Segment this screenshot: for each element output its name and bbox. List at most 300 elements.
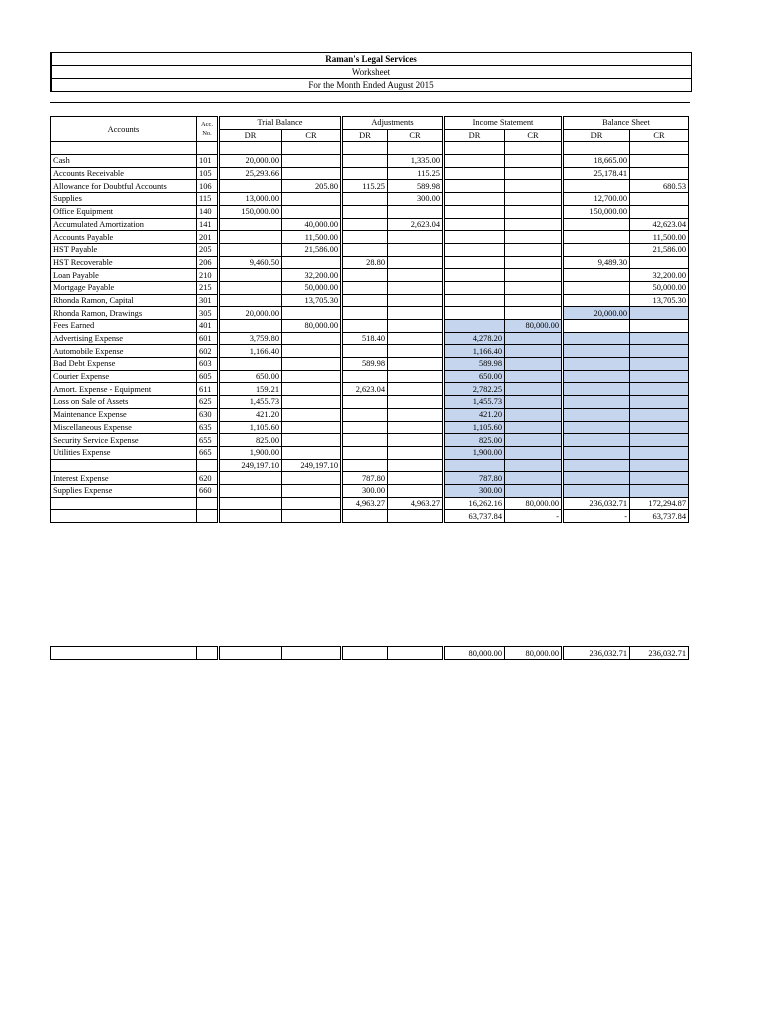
cell-adj-cr	[388, 345, 444, 358]
adjustments-header: Adjustments	[342, 117, 444, 130]
cell-tb-dr	[219, 484, 282, 497]
cell-bs-cr	[630, 332, 689, 345]
cell-is-cr	[505, 205, 563, 218]
cell-adj-dr	[342, 205, 388, 218]
cell-tb-dr	[219, 358, 282, 371]
cell-bs-dr	[563, 421, 630, 434]
cell-adj-dr	[342, 193, 388, 206]
cell-bs-dr: 236,032.71	[563, 497, 630, 510]
is-dr-header: DR	[444, 129, 505, 142]
cell-no: 101	[197, 155, 219, 168]
table-row	[51, 383, 689, 396]
tb-dr-header: DR	[219, 129, 282, 142]
cell-adj-dr	[342, 434, 388, 447]
table-row	[51, 345, 689, 358]
cell-adj-cr: 115.25	[388, 167, 444, 180]
cell-is-dr	[444, 320, 505, 333]
cell-no: 210	[197, 269, 219, 282]
cell-tb-dr: 421.20	[219, 408, 282, 421]
cell-bs-dr	[563, 434, 630, 447]
cell-tb-cr	[282, 472, 342, 485]
cell-tb-cr: 80,000.00	[282, 320, 342, 333]
cell-adj-dr	[342, 155, 388, 168]
cell-is-dr: 825.00	[444, 434, 505, 447]
cell-bs-dr: 20,000.00	[563, 307, 630, 320]
cell-name: Cash	[51, 155, 197, 168]
cell-is-cr	[505, 256, 563, 269]
table-row	[51, 294, 689, 307]
cell-adj-dr	[342, 281, 388, 294]
cell-bs-dr	[563, 459, 630, 472]
table-row	[51, 231, 689, 244]
cell-tb-dr	[219, 281, 282, 294]
cell-is-cr	[505, 180, 563, 193]
cell-tb-dr: 1,455.73	[219, 396, 282, 409]
cell-adj-cr	[388, 231, 444, 244]
cell-bs-dr: -	[563, 510, 630, 523]
table-row	[51, 459, 689, 472]
cell-adj-dr: 787.80	[342, 472, 388, 485]
cell-is-dr: 2,782.25	[444, 383, 505, 396]
table-row	[51, 484, 689, 497]
cell-adj-cr	[388, 256, 444, 269]
cell-name: Mortgage Payable	[51, 281, 197, 294]
cell-adj-cr: 1,335.00	[388, 155, 444, 168]
cell-bs-cr	[630, 193, 689, 206]
table-row	[51, 243, 689, 256]
cell-bs-dr	[563, 231, 630, 244]
cell-tb-cr: 40,000.00	[282, 218, 342, 231]
cell-no: 141	[197, 218, 219, 231]
cell-adj-cr	[388, 484, 444, 497]
cell-no: 140	[197, 205, 219, 218]
cell-is-cr	[505, 345, 563, 358]
cell-is-dr: 16,262.16	[444, 497, 505, 510]
cell-adj-cr	[388, 408, 444, 421]
cell-name: Supplies	[51, 193, 197, 206]
spacer-row	[51, 142, 689, 155]
cell-bs-dr	[563, 383, 630, 396]
trial-balance-header: Trial Balance	[219, 117, 342, 130]
worksheet-table	[50, 116, 689, 523]
cell-bs-dr	[563, 320, 630, 333]
cell-bs-dr	[563, 484, 630, 497]
cell-is-cr	[505, 446, 563, 459]
cell-bs-dr	[563, 345, 630, 358]
acc-no-header: Acc. No.	[197, 117, 219, 142]
cell-adj-cr	[388, 358, 444, 371]
cell-is-cr: 80,000.00	[505, 320, 563, 333]
adj-cr-header: CR	[388, 129, 444, 142]
table-row	[51, 180, 689, 193]
cell-bs-cr	[630, 307, 689, 320]
cell-is-cr: -	[505, 510, 563, 523]
cell-name: Accounts Payable	[51, 231, 197, 244]
cell-name: Accounts Receivable	[51, 167, 197, 180]
grand-totals-row	[51, 647, 689, 660]
cell-bs-dr	[563, 358, 630, 371]
cell-bs-cr	[630, 167, 689, 180]
cell-tb-dr	[219, 510, 282, 523]
cell-bs-dr: 12,700.00	[563, 193, 630, 206]
cell-tb-dr: 25,293.66	[219, 167, 282, 180]
table-row	[51, 396, 689, 409]
company-name: Raman's Legal Services	[51, 53, 691, 66]
cell-is-dr	[444, 193, 505, 206]
cell-tb-dr	[219, 218, 282, 231]
table-row	[51, 307, 689, 320]
cell-name: Courier Expense	[51, 370, 197, 383]
cell-tb-dr: 13,000.00	[219, 193, 282, 206]
cell-adj-dr	[342, 320, 388, 333]
cell-adj-dr: 300.00	[342, 484, 388, 497]
cell-no: 605	[197, 370, 219, 383]
cell-is-cr	[505, 370, 563, 383]
cell-is-cr	[505, 408, 563, 421]
cell-tb-dr: 1,166.40	[219, 345, 282, 358]
cell-name: Rhonda Ramon, Drawings	[51, 307, 197, 320]
cell-adj-cr	[388, 269, 444, 282]
table-row	[51, 358, 689, 371]
cell-is-cr	[505, 484, 563, 497]
cell-adj-cr: 589.98	[388, 180, 444, 193]
cell-name: Bad Debt Expense	[51, 358, 197, 371]
cell-no	[197, 510, 219, 523]
cell-name	[51, 459, 197, 472]
cell-tb-dr: 1,900.00	[219, 446, 282, 459]
income-statement-header: Income Statement	[444, 117, 563, 130]
cell-is-dr	[444, 180, 505, 193]
cell-adj-dr	[342, 167, 388, 180]
cell-no: 611	[197, 383, 219, 396]
cell-bs-dr	[563, 294, 630, 307]
cell-bs-dr	[563, 332, 630, 345]
cell-name: Rhonda Ramon, Capital	[51, 294, 197, 307]
cell-is-cr	[505, 332, 563, 345]
cell-is-cr	[505, 472, 563, 485]
cell-is-cr	[505, 243, 563, 256]
cell-is-dr: 4,278.20	[444, 332, 505, 345]
cell-tb-cr: 50,000.00	[282, 281, 342, 294]
cell-tb-cr	[282, 345, 342, 358]
period-label: For the Month Ended August 2015	[51, 79, 691, 92]
cell-is-dr: 1,900.00	[444, 446, 505, 459]
cell-tb-dr: 159.21	[219, 383, 282, 396]
cell-no: 301	[197, 294, 219, 307]
cell-bs-cr	[630, 205, 689, 218]
cell-adj-cr	[388, 205, 444, 218]
cell-name: Maintenance Expense	[51, 408, 197, 421]
cell-no: 630	[197, 408, 219, 421]
cell-tb-cr	[282, 383, 342, 396]
cell-bs-dr	[563, 281, 630, 294]
cell-no: 665	[197, 446, 219, 459]
cell-is-dr: 787.80	[444, 472, 505, 485]
table-row	[51, 370, 689, 383]
cell-bs-cr: 11,500.00	[630, 231, 689, 244]
cell-tb-dr: 9,460.50	[219, 256, 282, 269]
cell-name: Amort. Expense - Equipment	[51, 383, 197, 396]
cell-bs-dr	[563, 472, 630, 485]
bs-cr-header: CR	[630, 129, 689, 142]
cell-no	[197, 497, 219, 510]
cell-adj-dr	[342, 345, 388, 358]
cell-tb-cr: 11,500.00	[282, 231, 342, 244]
header-divider	[50, 102, 690, 103]
cell-tb-cr	[282, 370, 342, 383]
cell-name: HST Payable	[51, 243, 197, 256]
table-row	[51, 218, 689, 231]
cell-tb-dr: 20,000.00	[219, 307, 282, 320]
grand-bs-dr: 236,032.71	[563, 647, 630, 660]
cell-is-cr	[505, 307, 563, 320]
cell-tb-cr	[282, 155, 342, 168]
table-row	[51, 497, 689, 510]
cell-name: Automobile Expense	[51, 345, 197, 358]
bs-dr-header: DR	[563, 129, 630, 142]
cell-tb-cr	[282, 193, 342, 206]
table-row	[51, 421, 689, 434]
cell-tb-dr	[219, 231, 282, 244]
table-row	[51, 205, 689, 218]
cell-adj-cr	[388, 281, 444, 294]
cell-adj-dr: 4,963.27	[342, 497, 388, 510]
grand-is-cr: 80,000.00	[505, 647, 563, 660]
cell-tb-dr	[219, 320, 282, 333]
table-row	[51, 281, 689, 294]
cell-adj-dr	[342, 396, 388, 409]
cell-tb-dr	[219, 180, 282, 193]
cell-tb-cr	[282, 396, 342, 409]
cell-tb-cr	[282, 484, 342, 497]
cell-tb-cr: 32,200.00	[282, 269, 342, 282]
cell-adj-dr	[342, 446, 388, 459]
cell-adj-dr	[342, 269, 388, 282]
grand-totals-table	[50, 646, 689, 660]
cell-name: Loan Payable	[51, 269, 197, 282]
cell-tb-cr	[282, 332, 342, 345]
cell-adj-cr	[388, 396, 444, 409]
is-cr-header: CR	[505, 129, 563, 142]
cell-tb-cr	[282, 167, 342, 180]
cell-bs-cr: 680.53	[630, 180, 689, 193]
cell-is-cr	[505, 459, 563, 472]
cell-bs-cr: 50,000.00	[630, 281, 689, 294]
cell-adj-cr	[388, 320, 444, 333]
cell-tb-cr	[282, 510, 342, 523]
cell-tb-dr	[219, 243, 282, 256]
cell-bs-dr	[563, 180, 630, 193]
cell-bs-dr	[563, 370, 630, 383]
cell-no: 401	[197, 320, 219, 333]
cell-bs-dr	[563, 269, 630, 282]
cell-bs-cr	[630, 370, 689, 383]
cell-adj-cr	[388, 243, 444, 256]
cell-adj-cr: 300.00	[388, 193, 444, 206]
cell-no: 601	[197, 332, 219, 345]
cell-bs-cr	[630, 459, 689, 472]
cell-adj-cr	[388, 370, 444, 383]
cell-adj-cr: 4,963.27	[388, 497, 444, 510]
cell-bs-cr	[630, 446, 689, 459]
cell-is-dr: 589.98	[444, 358, 505, 371]
grand-is-dr: 80,000.00	[444, 647, 505, 660]
accounts-header: Accounts	[51, 117, 197, 142]
cell-is-dr: 300.00	[444, 484, 505, 497]
table-row	[51, 320, 689, 333]
cell-is-dr	[444, 243, 505, 256]
cell-adj-cr	[388, 459, 444, 472]
cell-no: 603	[197, 358, 219, 371]
cell-bs-dr: 18,665.00	[563, 155, 630, 168]
cell-tb-cr	[282, 256, 342, 269]
cell-bs-dr	[563, 408, 630, 421]
cell-bs-cr	[630, 421, 689, 434]
cell-tb-dr: 825.00	[219, 434, 282, 447]
cell-adj-cr	[388, 472, 444, 485]
cell-no: 105	[197, 167, 219, 180]
cell-adj-dr	[342, 459, 388, 472]
cell-is-cr	[505, 294, 563, 307]
cell-no: 602	[197, 345, 219, 358]
cell-no: 655	[197, 434, 219, 447]
cell-adj-dr	[342, 307, 388, 320]
cell-name: Advertising Expense	[51, 332, 197, 345]
cell-adj-dr: 518.40	[342, 332, 388, 345]
cell-tb-cr	[282, 358, 342, 371]
table-row	[51, 193, 689, 206]
cell-name	[51, 510, 197, 523]
cell-no: 620	[197, 472, 219, 485]
cell-tb-cr	[282, 434, 342, 447]
cell-tb-cr: 249,197.10	[282, 459, 342, 472]
cell-is-dr	[444, 281, 505, 294]
cell-adj-cr	[388, 421, 444, 434]
table-row	[51, 434, 689, 447]
cell-is-dr	[444, 167, 505, 180]
cell-bs-cr	[630, 383, 689, 396]
cell-bs-cr	[630, 155, 689, 168]
cell-is-dr	[444, 294, 505, 307]
cell-is-cr	[505, 358, 563, 371]
cell-is-cr	[505, 421, 563, 434]
cell-tb-dr	[219, 497, 282, 510]
cell-no: 215	[197, 281, 219, 294]
cell-tb-dr	[219, 472, 282, 485]
cell-name: Accumulated Amortization	[51, 218, 197, 231]
worksheet-header	[50, 52, 692, 92]
cell-is-dr	[444, 269, 505, 282]
cell-bs-dr	[563, 218, 630, 231]
cell-adj-cr	[388, 446, 444, 459]
cell-is-dr	[444, 218, 505, 231]
table-row	[51, 269, 689, 282]
cell-tb-dr: 150,000.00	[219, 205, 282, 218]
cell-tb-dr: 249,197.10	[219, 459, 282, 472]
cell-adj-cr	[388, 332, 444, 345]
cell-is-cr	[505, 155, 563, 168]
cell-bs-cr	[630, 320, 689, 333]
table-row	[51, 408, 689, 421]
cell-is-dr: 1,105.60	[444, 421, 505, 434]
cell-is-dr	[444, 256, 505, 269]
cell-adj-cr	[388, 434, 444, 447]
table-row	[51, 332, 689, 345]
cell-no: 660	[197, 484, 219, 497]
cell-adj-cr	[388, 294, 444, 307]
table-row	[51, 472, 689, 485]
cell-bs-dr: 150,000.00	[563, 205, 630, 218]
cell-is-dr	[444, 231, 505, 244]
cell-is-cr	[505, 218, 563, 231]
cell-tb-cr	[282, 408, 342, 421]
cell-bs-cr	[630, 345, 689, 358]
cell-is-cr	[505, 434, 563, 447]
cell-adj-dr	[342, 510, 388, 523]
cell-is-dr	[444, 205, 505, 218]
cell-is-cr	[505, 269, 563, 282]
cell-no: 201	[197, 231, 219, 244]
cell-adj-dr: 115.25	[342, 180, 388, 193]
cell-tb-cr	[282, 497, 342, 510]
cell-bs-cr: 13,705.30	[630, 294, 689, 307]
table-row	[51, 446, 689, 459]
cell-tb-dr: 3,759.80	[219, 332, 282, 345]
cell-is-cr	[505, 193, 563, 206]
adj-dr-header: DR	[342, 129, 388, 142]
cell-no: 206	[197, 256, 219, 269]
cell-adj-dr	[342, 421, 388, 434]
cell-is-cr	[505, 167, 563, 180]
cell-adj-dr: 589.98	[342, 358, 388, 371]
cell-name: Supplies Expense	[51, 484, 197, 497]
cell-no: 625	[197, 396, 219, 409]
table-row	[51, 167, 689, 180]
cell-is-dr: 650.00	[444, 370, 505, 383]
cell-is-dr: 63,737.84	[444, 510, 505, 523]
table-row	[51, 155, 689, 168]
cell-adj-dr: 28.80	[342, 256, 388, 269]
document-title: Worksheet	[51, 66, 691, 79]
cell-name: Security Service Expense	[51, 434, 197, 447]
cell-bs-dr: 9,489.30	[563, 256, 630, 269]
cell-tb-dr	[219, 294, 282, 307]
cell-bs-dr	[563, 243, 630, 256]
cell-name: Utilities Expense	[51, 446, 197, 459]
cell-is-dr	[444, 155, 505, 168]
cell-adj-dr: 2,623.04	[342, 383, 388, 396]
cell-tb-cr	[282, 446, 342, 459]
cell-bs-cr	[630, 484, 689, 497]
cell-tb-cr	[282, 205, 342, 218]
cell-adj-dr	[342, 370, 388, 383]
cell-bs-cr	[630, 256, 689, 269]
cell-tb-cr: 13,705.30	[282, 294, 342, 307]
cell-is-cr	[505, 231, 563, 244]
cell-is-dr: 1,166.40	[444, 345, 505, 358]
cell-tb-dr: 20,000.00	[219, 155, 282, 168]
cell-bs-cr: 63,737.84	[630, 510, 689, 523]
cell-is-dr: 1,455.73	[444, 396, 505, 409]
cell-name: Office Equipment	[51, 205, 197, 218]
cell-tb-cr	[282, 307, 342, 320]
cell-name: Loss on Sale of Assets	[51, 396, 197, 409]
cell-adj-cr	[388, 510, 444, 523]
cell-tb-dr	[219, 269, 282, 282]
cell-tb-cr: 205.80	[282, 180, 342, 193]
cell-name: HST Recoverable	[51, 256, 197, 269]
cell-no	[197, 459, 219, 472]
